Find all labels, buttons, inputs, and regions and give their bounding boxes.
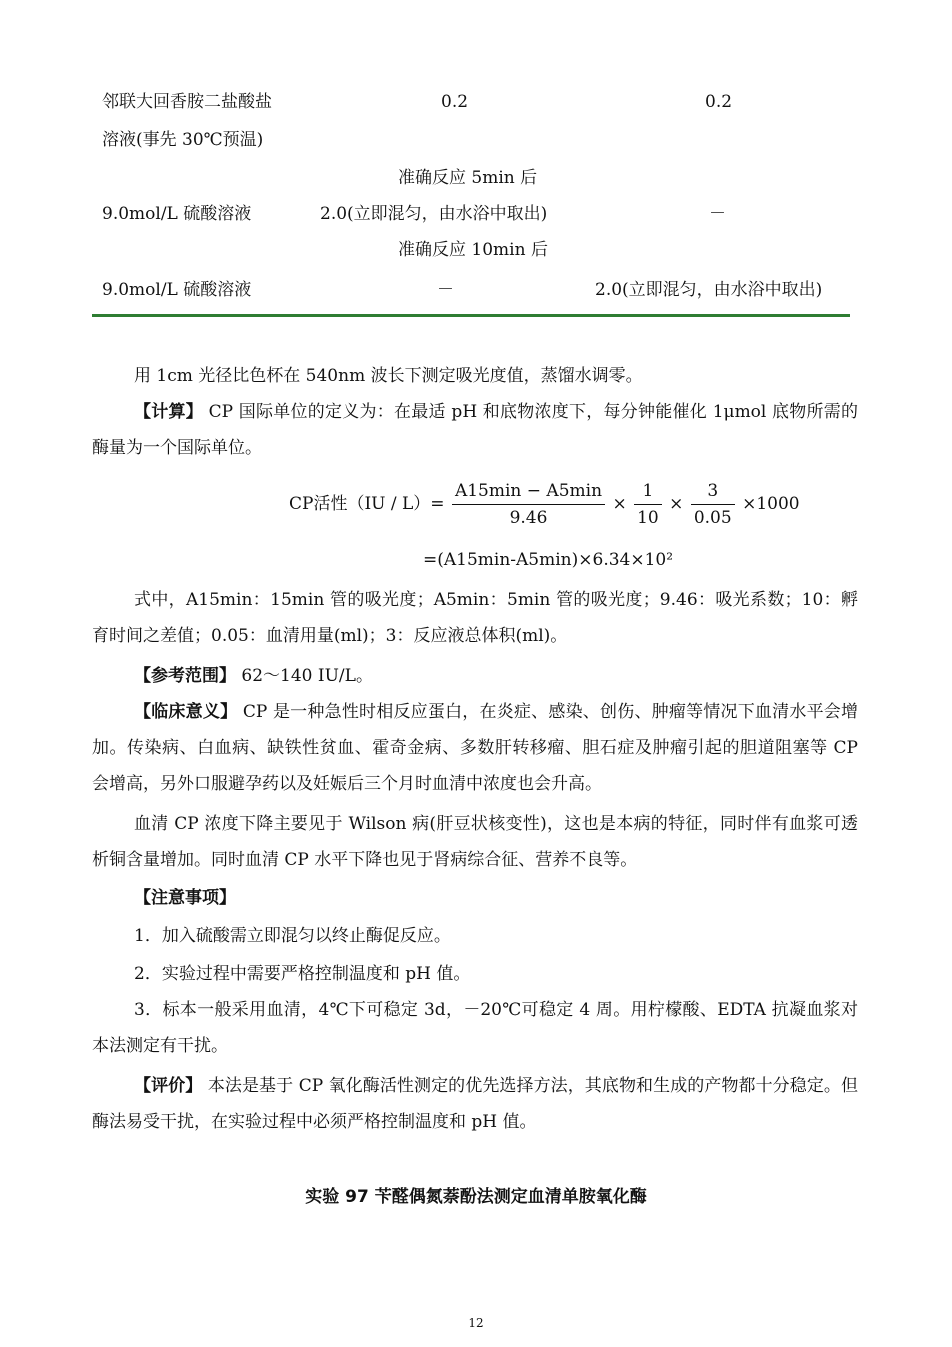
- reference-heading: 【参考范围】: [134, 666, 236, 686]
- clinical-text-1: CP 是一种急性时相反应蛋白，在炎症、感染、创伤、肿瘤等情况下血清水平会增加。传染病、白血病、缺铁性贫血、霍奇金病、多数肝转移瘤、胆石症及肿瘤引起的胆道阻塞等 CP 会增高，另外口服避孕药以及妊娠后三个月时血清中浓度也会升高。: [92, 702, 858, 794]
- times-sign-1: ×: [612, 494, 627, 514]
- fraction-absorbance: [452, 478, 605, 531]
- formula-tail: ×1000: [742, 494, 800, 514]
- next-experiment-title: 实验 97 苄醛偶氮萘酚法测定血清单胺氧化酶: [305, 1187, 647, 1207]
- row1-col2: 0.2: [705, 92, 733, 112]
- note-item-1: 1．加入硫酸需立即混匀以终止酶促反应。: [134, 926, 451, 946]
- fraction3-numerator: 3: [691, 478, 735, 505]
- reference-range: [92, 658, 858, 694]
- timing-note-10min: 准确反应 10min 后: [398, 240, 548, 260]
- timing-note-5min: 准确反应 5min 后: [398, 168, 538, 188]
- calc-text: CP 国际单位的定义为：在最适 pH 和底物浓度下，每分钟能催化 1μmol 底物所需的酶量为一个国际单位。: [92, 402, 859, 458]
- row2-col1: 2.0(立即混匀，由水浴中取出): [320, 204, 548, 224]
- fraction3-denominator: 0.05: [693, 508, 732, 528]
- evaluation-paragraph: [92, 1068, 858, 1140]
- fraction1-numerator: A15min − A5min: [452, 478, 605, 505]
- formula-legend: 式中，A15min：15min 管的吸光度；A5min：5min 管的吸光度；9.46：吸光系数；10：孵育时间之差值；0.05：血清用量(ml)；3：反应液总体积(ml)。: [92, 590, 858, 646]
- fraction-time: [634, 478, 662, 531]
- note-item-2: 2．实验过程中需要严格控制温度和 pH 值。: [134, 964, 471, 984]
- row1-reagent-line1: 邻联大回香胺二盐酸盐: [102, 92, 272, 112]
- clinical-paragraph-1: [92, 694, 858, 802]
- note-item-3: 3．标本一般采用血清，4℃下可稳定 3d，－20℃可稳定 4 周。用柠檬酸、EDTA 抗凝血浆对本法测定有干扰。: [92, 1000, 858, 1056]
- row1-col1: 0.2: [441, 92, 469, 112]
- times-sign-2: ×: [669, 494, 684, 514]
- evaluation-heading: 【评价】: [134, 1076, 203, 1096]
- evaluation-text: 本法是基于 CP 氧化酶活性测定的优先选择方法，其底物和生成的产物都十分稳定。但酶法易受干扰，在实验过程中必须严格控制温度和 pH 值。: [92, 1076, 858, 1132]
- row3-reagent: 9.0mol/L 硫酸溶液: [102, 280, 252, 300]
- clinical-paragraph-2: 血清 CP 浓度下降主要见于 Wilson 病(肝豆状核变性)，这也是本病的特征，同时伴有血浆可透析铜含量增加。同时血清 CP 水平下降也见于肾病综合征、营养不良等。: [92, 814, 858, 870]
- reference-text: 62～140 IU/L。: [241, 666, 373, 686]
- row2-reagent: 9.0mol/L 硫酸溶液: [102, 204, 252, 224]
- row3-col1: －: [437, 280, 454, 300]
- fraction-volume: [691, 478, 735, 531]
- row2-col2: －: [709, 204, 726, 224]
- fraction1-denominator: 9.46: [509, 508, 548, 528]
- formula-simplified: =(A15min-A5min)×6.34×10²: [423, 550, 674, 570]
- calc-heading: 【计算】: [134, 402, 204, 422]
- measure-paragraph: 用 1cm 光径比色杯在 540nm 波长下测定吸光度值，蒸馏水调零。: [134, 366, 643, 386]
- page-number: 12: [468, 1316, 484, 1330]
- notes-heading: 【注意事项】: [134, 888, 236, 908]
- clinical-heading: 【临床意义】: [134, 702, 238, 722]
- fraction2-denominator: 10: [637, 508, 659, 528]
- table-bottom-rule: [92, 314, 850, 317]
- row3-col2: 2.0(立即混匀，由水浴中取出): [595, 280, 823, 300]
- fraction2-numerator: 1: [634, 478, 662, 505]
- activity-formula: [289, 478, 800, 531]
- formula-lhs: CP活性（IU / L）=: [289, 494, 445, 514]
- row1-reagent-line2: 溶液(事先 30℃预温): [102, 130, 264, 150]
- calc-paragraph: [92, 394, 858, 466]
